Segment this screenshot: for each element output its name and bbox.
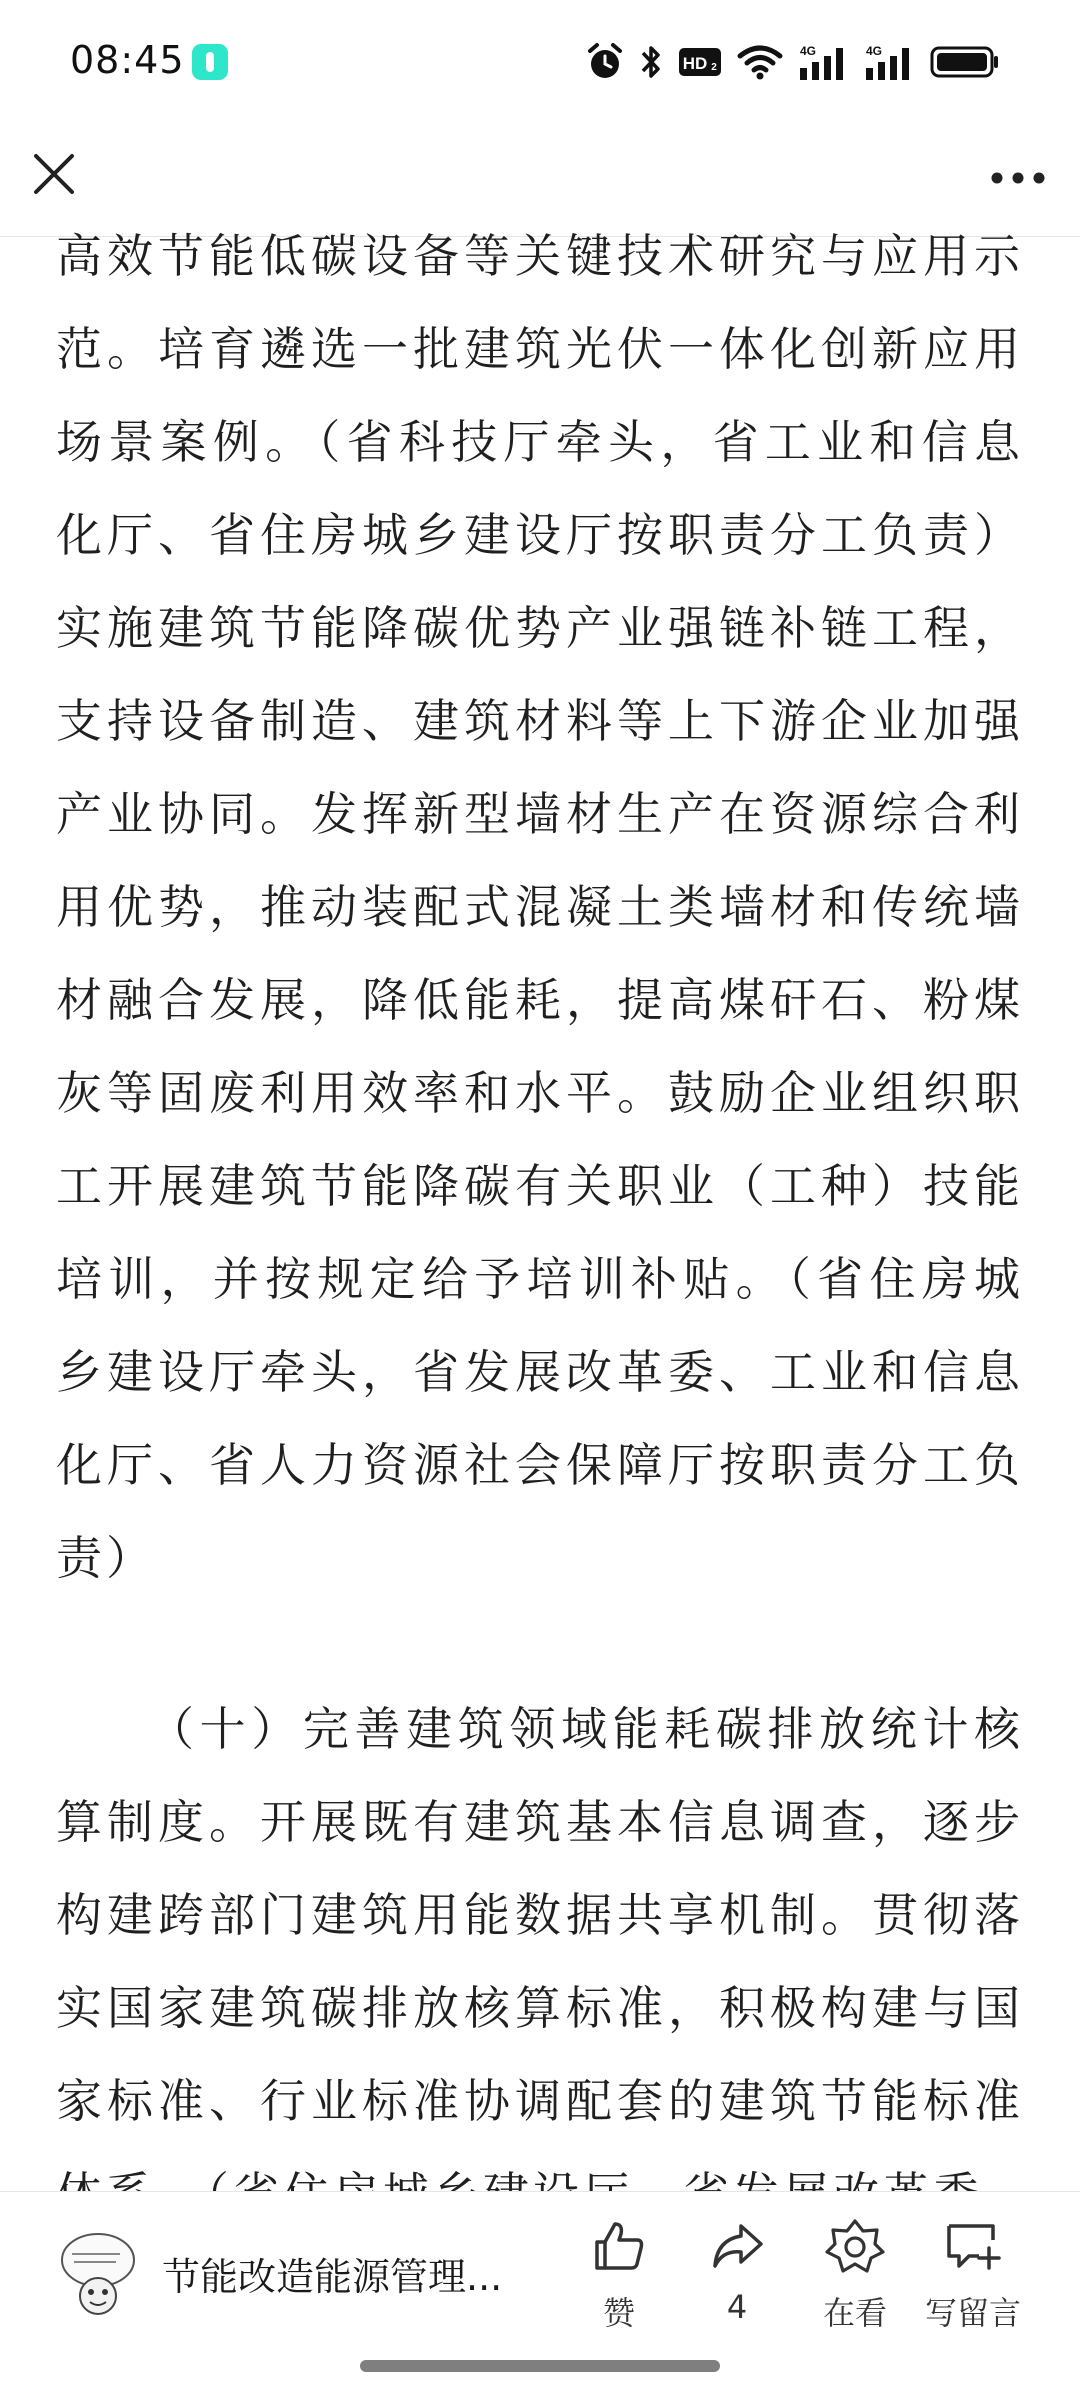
net-label-2: 4G xyxy=(866,44,883,58)
thumbs-up-icon xyxy=(591,2218,647,2274)
alarm-icon xyxy=(586,42,624,82)
battery-icon xyxy=(930,44,1000,80)
hd-label: HD xyxy=(682,54,708,73)
net-label-1: 4G xyxy=(800,44,817,58)
more-options-button[interactable] xyxy=(986,150,1050,206)
status-bar xyxy=(0,0,1080,120)
comment-label: 写留言 xyxy=(924,2294,1021,2332)
wifi-icon xyxy=(736,42,784,82)
hd-icon xyxy=(678,45,722,79)
home-indicator[interactable] xyxy=(360,2360,720,2372)
signal-4g-icon xyxy=(864,42,916,82)
more-icon xyxy=(990,171,1046,185)
status-icons xyxy=(586,40,1000,84)
comment-button[interactable] xyxy=(918,2214,1028,2334)
article-paragraph: （十）完善建筑领域能耗碳排放统计核算制度。开展既有建筑基本信息调查，逐步构建跨部门建筑用能数据共享机制。贯彻落实国家建筑碳排放核算标准，积极构建与国家标准、行业标准协调配套的建筑节能标准 xyxy=(56,1702,1024,2128)
account-name[interactable]: 节能改造能源管理... xyxy=(162,2255,503,2299)
flower-icon xyxy=(827,2218,883,2274)
status-time: 08:45 xyxy=(70,38,185,82)
like-button[interactable] xyxy=(564,2214,674,2334)
close-button[interactable] xyxy=(26,146,82,202)
svg-text:2: 2 xyxy=(711,62,717,73)
watching-label: 在看 xyxy=(822,2294,887,2332)
account-avatar[interactable] xyxy=(58,2228,138,2318)
article-body xyxy=(56,229,1024,2191)
comment-add-icon xyxy=(945,2218,1001,2274)
share-count: 4 xyxy=(726,2288,748,2326)
app-notification-icon xyxy=(192,44,228,80)
share-icon xyxy=(709,2218,765,2274)
article-paragraph: 高效节能低碳设备等关键技术研究与应用示范。培育遴选一批建筑光伏一体化创新应用场景案例。（省科技厅牵头，省工业和信息化厅、省住房城乡建设厅按职责分工负责）实施建筑节能降碳优势产业强链补链工程，支持设备制造、建筑材料等上下游企业加强产业协同。发挥新型墙材生产在资源综合利用优势，推动装配式混凝土类墙材和传统墙材融合发展，降低能耗，提高煤矸石、粉煤灰等固废利用效率和水平。鼓励企业组织职工开展建筑节能降碳有关职业（工种）技能培训，并按规定给予培训补贴。（省住房城乡建设厅牵头，省发展改革委、工业和信息化厅、省人力资源社会保障厅按职责分工负责） xyxy=(56,229,1024,1585)
close-icon xyxy=(32,152,76,196)
bluetooth-icon xyxy=(638,42,664,82)
signal-4g-icon xyxy=(798,42,850,82)
watching-button[interactable] xyxy=(800,2214,910,2334)
share-button[interactable] xyxy=(682,2214,792,2326)
like-label: 赞 xyxy=(602,2294,635,2332)
